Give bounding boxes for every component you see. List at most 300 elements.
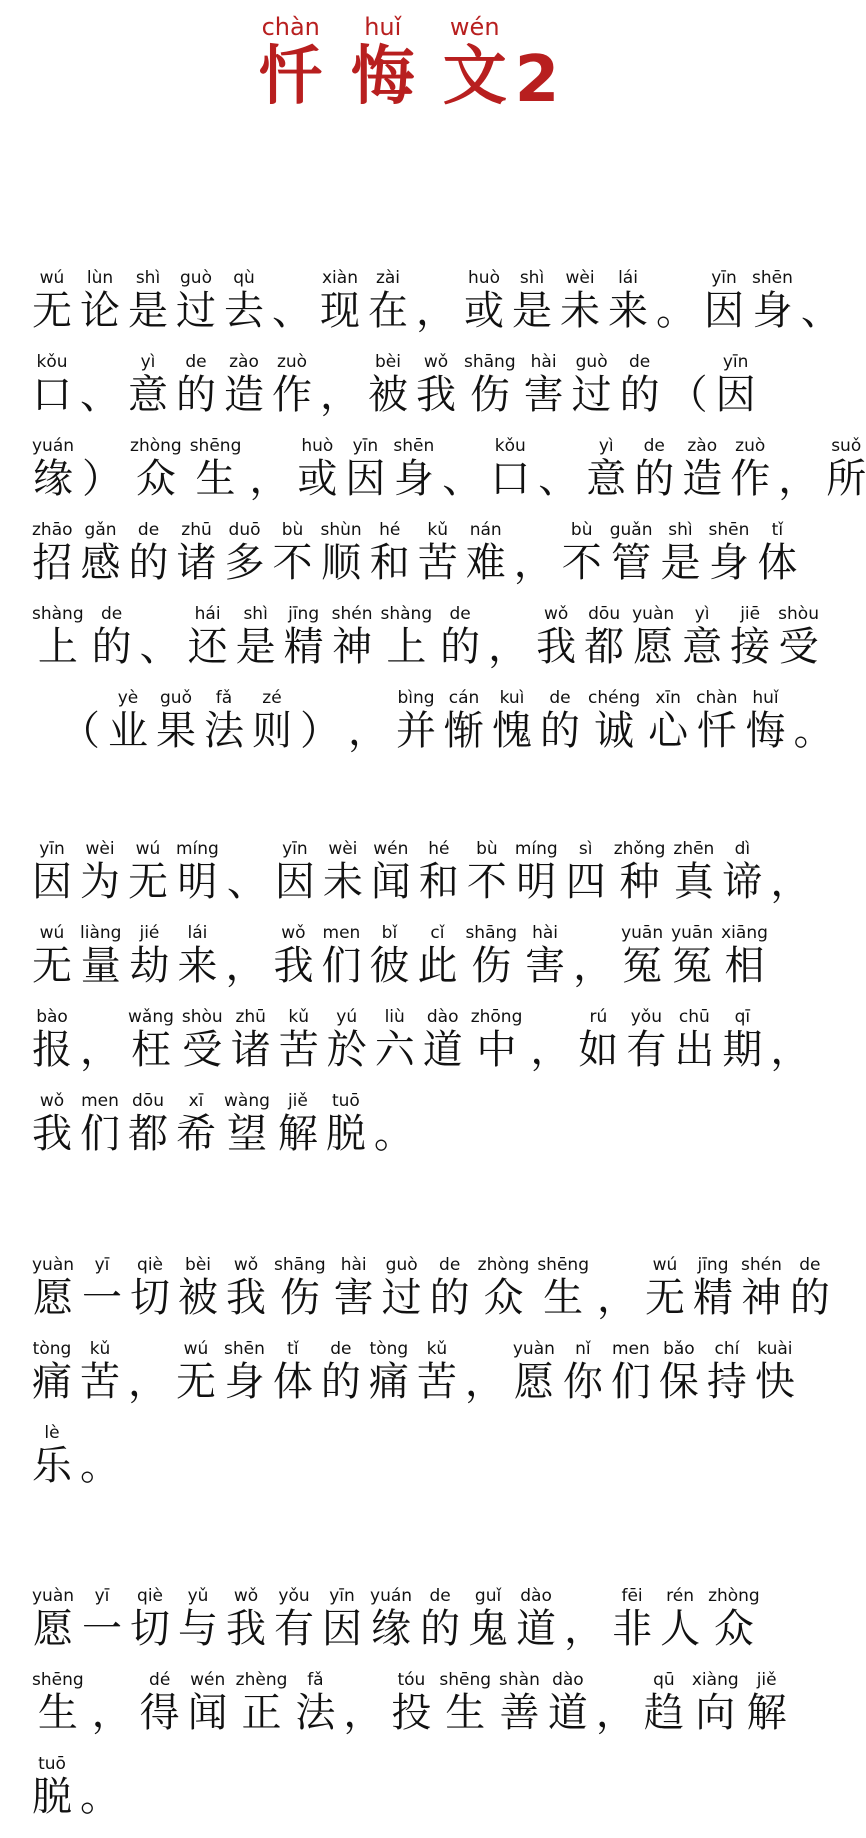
hanzi: 彼	[369, 943, 410, 989]
ruby-char	[32, 522, 73, 585]
punctuation: ，	[530, 1027, 571, 1073]
ruby-char	[778, 606, 819, 669]
title-number: 2	[514, 43, 560, 117]
pinyin: yīn	[704, 268, 744, 288]
hanzi: 害	[525, 943, 566, 989]
page-title	[0, 13, 800, 117]
pinyin: yuān	[621, 923, 664, 943]
ruby-char	[471, 1009, 523, 1072]
hanzi: 无	[644, 1275, 685, 1321]
ruby-char	[515, 841, 558, 904]
pinyin: wú	[32, 923, 72, 943]
hanzi: 愿	[512, 1359, 555, 1405]
punctuation: 、	[538, 456, 579, 502]
pinyin: yī	[82, 1255, 123, 1275]
hanzi: 在	[368, 288, 408, 334]
hanzi: 脱	[32, 1774, 72, 1820]
hanzi: 感	[80, 540, 121, 586]
title-pinyin: wén	[442, 13, 507, 41]
pinyin: guǎn	[609, 520, 653, 540]
hanzi: 劫	[129, 943, 170, 989]
ruby-char	[273, 925, 313, 988]
ruby-char	[730, 438, 770, 501]
hanzi: 持	[706, 1359, 747, 1405]
pinyin: wú	[176, 1339, 216, 1359]
pinyin: tòng	[32, 1339, 72, 1359]
punctuation: ，	[128, 1359, 168, 1405]
hanzi: 都	[584, 624, 625, 670]
hanzi: 害	[523, 372, 564, 418]
ruby-char	[682, 438, 722, 501]
pinyin: huǐ	[745, 688, 786, 708]
ruby-char	[370, 1588, 412, 1651]
paragraph-2	[32, 820, 811, 1157]
pinyin: xī	[176, 1091, 216, 1111]
ruby-char	[721, 925, 768, 988]
hanzi: 则	[252, 708, 292, 754]
pinyin: duō	[224, 520, 265, 540]
ruby-char	[322, 1588, 362, 1651]
pinyin: zhòng	[708, 1586, 760, 1606]
ruby-char	[578, 1009, 618, 1072]
ruby-char	[707, 1341, 747, 1404]
punctuation: ，	[348, 708, 388, 754]
pinyin: men	[321, 923, 362, 943]
ruby-char	[396, 690, 436, 753]
hanzi: 鬼	[468, 1606, 509, 1652]
hanzi: 道	[547, 1690, 588, 1736]
pinyin: yǔ	[178, 1586, 219, 1606]
hanzi: 切	[130, 1275, 171, 1321]
pinyin: shāng	[274, 1255, 326, 1275]
hanzi: 过	[571, 372, 612, 418]
hanzi: 惭	[444, 708, 484, 754]
hanzi: 伤	[465, 943, 518, 989]
punctuation: 。	[80, 1774, 120, 1820]
pinyin: de	[789, 1255, 830, 1275]
pinyin: shēn	[224, 1339, 265, 1359]
title-pinyin: chàn	[258, 13, 323, 41]
punctuation: ，	[80, 1027, 120, 1073]
punctuation: ，	[595, 1690, 636, 1736]
ruby-char	[634, 438, 674, 501]
hanzi: 生	[537, 1275, 589, 1321]
punctuation: ，	[488, 624, 529, 670]
ruby-char	[790, 1257, 830, 1320]
hanzi: 心	[648, 708, 689, 754]
ruby-char	[611, 1341, 651, 1404]
pinyin: zuò	[272, 352, 312, 372]
pinyin: guǐ	[468, 1586, 509, 1606]
hanzi: 作	[730, 456, 771, 502]
hanzi: 都	[128, 1111, 168, 1157]
punctuation: ，	[464, 1359, 505, 1405]
pinyin: yì	[682, 604, 723, 624]
pinyin: shì	[660, 520, 701, 540]
pinyin: tuō	[325, 1091, 366, 1111]
ruby-char	[369, 925, 409, 988]
pinyin: shì	[128, 268, 168, 288]
ruby-char	[716, 354, 756, 417]
pinyin: shòu	[181, 1007, 223, 1027]
ruby-char	[730, 606, 770, 669]
ruby-char	[279, 1009, 319, 1072]
text-line	[32, 904, 772, 988]
punctuation: ，	[249, 456, 290, 502]
ruby-char	[226, 1588, 266, 1651]
pinyin: tòng	[368, 1339, 409, 1359]
hanzi: 的	[440, 624, 481, 670]
ruby-char	[326, 1093, 366, 1156]
hanzi: 的	[619, 372, 660, 418]
pinyin: yǒu	[626, 1007, 667, 1027]
hanzi: 忏	[696, 708, 738, 754]
pinyin: wén	[370, 839, 411, 859]
hanzi: 缘	[32, 456, 75, 502]
hanzi: 愧	[492, 708, 532, 754]
ruby-char	[345, 438, 385, 501]
hanzi: 谛	[722, 859, 763, 905]
pinyin: men	[610, 1339, 651, 1359]
ruby-char	[278, 1093, 318, 1156]
ruby-char	[722, 1009, 762, 1072]
pinyin: dōu	[584, 604, 625, 624]
text-line	[32, 1404, 772, 1488]
ruby-char	[524, 354, 564, 417]
ruby-char	[757, 522, 797, 585]
hanzi: 无	[32, 943, 72, 989]
ruby-char	[536, 606, 576, 669]
hanzi: 因	[32, 859, 72, 905]
punctuation: ，	[225, 943, 266, 989]
hanzi: 非	[612, 1606, 653, 1652]
text-line	[32, 1567, 772, 1651]
hanzi: 得	[139, 1690, 180, 1736]
hanzi: 人	[660, 1606, 701, 1652]
pinyin: zài	[368, 268, 408, 288]
hanzi: 难	[465, 540, 506, 586]
hanzi: 的	[540, 708, 580, 754]
hanzi: 我	[226, 1275, 267, 1321]
ruby-char	[224, 354, 264, 417]
ruby-char	[588, 690, 640, 753]
hanzi: 为	[80, 859, 120, 905]
title-block	[0, 13, 800, 117]
ruby-char	[369, 1341, 409, 1404]
pinyin: hé	[418, 839, 459, 859]
hanzi: 愿	[32, 1275, 75, 1321]
pinyin: chí	[706, 1339, 747, 1359]
ruby-char	[32, 1672, 84, 1735]
pinyin: shāng	[464, 352, 516, 372]
pinyin: gǎn	[80, 520, 121, 540]
pinyin: liù	[374, 1007, 415, 1027]
pinyin: dào	[516, 1586, 557, 1606]
hanzi: 未	[322, 859, 363, 905]
pinyin: de	[619, 352, 660, 372]
hanzi: 精	[283, 624, 324, 670]
hanzi: 过	[176, 288, 216, 334]
ruby-char	[92, 606, 132, 669]
pinyin: zào	[224, 352, 264, 372]
pinyin: fēi	[612, 1586, 653, 1606]
pinyin: chū	[674, 1007, 715, 1027]
text-line	[32, 1735, 772, 1819]
hanzi: 是	[128, 288, 168, 334]
ruby-char	[224, 1093, 270, 1156]
ruby-char	[140, 1672, 180, 1735]
pinyin: wú	[128, 839, 168, 859]
ruby-char	[540, 690, 580, 753]
ruby-char	[130, 1588, 170, 1651]
pinyin: sì	[565, 839, 606, 859]
ruby-char	[323, 841, 363, 904]
pinyin: shàn	[499, 1670, 540, 1690]
ruby-char	[693, 1257, 733, 1320]
pinyin: wèi	[322, 839, 363, 859]
paragraph-4	[32, 1567, 787, 1820]
hanzi: 来	[177, 943, 218, 989]
ruby-char	[128, 841, 168, 904]
ruby-char	[382, 1257, 422, 1320]
hanzi: 报	[32, 1027, 72, 1073]
hanzi: 顺	[320, 540, 362, 586]
hanzi: 害	[333, 1275, 374, 1321]
punctuation: 。	[793, 708, 834, 754]
hanzi: 们	[610, 1359, 651, 1405]
text-line	[32, 669, 834, 754]
pinyin: bìng	[396, 688, 436, 708]
pinyin: zé	[252, 688, 292, 708]
ruby-char	[272, 354, 312, 417]
pinyin: de	[176, 352, 216, 372]
hanzi: 你	[562, 1359, 603, 1405]
title-pinyin: huǐ	[350, 13, 415, 41]
ruby-char	[204, 690, 244, 753]
pinyin: zuò	[730, 436, 771, 456]
ruby-char	[327, 1009, 367, 1072]
pinyin: bù	[466, 839, 507, 859]
pinyin: jīng	[283, 604, 324, 624]
hanzi: 希	[176, 1111, 216, 1157]
ruby-char	[645, 1257, 685, 1320]
hanzi: 们	[80, 1111, 120, 1157]
pinyin: wǒ	[416, 352, 456, 372]
pinyin: tǐ	[272, 1339, 313, 1359]
hanzi: 和	[418, 859, 459, 905]
hanzi: 口	[32, 372, 72, 418]
hanzi: 痛	[368, 1359, 409, 1405]
ruby-char	[620, 354, 660, 417]
hanzi: 冤	[621, 943, 664, 989]
pinyin: shùn	[320, 520, 362, 540]
hanzi: 不	[272, 540, 313, 586]
ruby-char	[537, 1257, 589, 1320]
hanzi: 一	[82, 1606, 123, 1652]
ruby-char	[284, 606, 324, 669]
punctuation: ，	[91, 1690, 132, 1736]
pinyin: jié	[129, 923, 170, 943]
ruby-char	[708, 1588, 760, 1651]
punctuation: ，	[343, 1690, 384, 1736]
pinyin: tǐ	[757, 520, 798, 540]
punctuation: ，	[770, 859, 811, 905]
hanzi: 意	[682, 624, 723, 670]
hanzi: 缘	[370, 1606, 413, 1652]
punctuation: （	[60, 708, 100, 754]
ruby-char	[752, 270, 793, 333]
hanzi: 正	[235, 1690, 288, 1736]
pinyin: lè	[32, 1423, 72, 1443]
hanzi: 善	[499, 1690, 540, 1736]
ruby-char	[80, 270, 120, 333]
pinyin: shēng	[537, 1255, 589, 1275]
ruby-char	[224, 1341, 265, 1404]
ruby-char	[188, 606, 228, 669]
hanzi: 的	[128, 540, 169, 586]
hanzi: 所	[826, 456, 866, 502]
hanzi: 解	[746, 1690, 787, 1736]
ruby-char	[320, 270, 360, 333]
text-line	[32, 988, 811, 1073]
ruby-char	[584, 606, 624, 669]
ruby-char	[252, 690, 292, 753]
ruby-char	[660, 1588, 700, 1651]
ruby-char	[464, 354, 516, 417]
ruby-char	[464, 270, 504, 333]
ruby-char	[225, 522, 265, 585]
pinyin: hài	[333, 1255, 374, 1275]
pinyin: jiě	[277, 1091, 318, 1111]
pinyin: tóu	[391, 1670, 432, 1690]
ruby-char	[516, 1588, 556, 1651]
hanzi: 伤	[274, 1275, 326, 1321]
ruby-char	[368, 270, 408, 333]
hanzi: 无	[128, 859, 168, 905]
hanzi: 解	[277, 1111, 318, 1157]
ruby-char	[708, 522, 749, 585]
hanzi: 六	[374, 1027, 415, 1073]
ruby-char	[236, 606, 276, 669]
pinyin: shòu	[778, 604, 819, 624]
pinyin: wǒ	[226, 1255, 267, 1275]
pinyin: yì	[586, 436, 627, 456]
ruby-char	[444, 690, 484, 753]
punctuation: ，	[770, 1027, 811, 1073]
pinyin: hái	[187, 604, 228, 624]
hanzi: 论	[80, 288, 120, 334]
ruby-char	[226, 1257, 266, 1320]
pinyin: míng	[514, 839, 558, 859]
pinyin: qiè	[130, 1586, 171, 1606]
pinyin: zhòng	[477, 1255, 530, 1275]
hanzi: 愿	[632, 624, 675, 670]
ruby-char	[674, 1009, 714, 1072]
hanzi: 苦	[417, 540, 458, 586]
ruby-char	[295, 1672, 335, 1735]
ruby-char	[32, 1341, 72, 1404]
pinyin: bèi	[178, 1255, 219, 1275]
pinyin: de	[429, 1255, 470, 1275]
punctuation: 、	[139, 624, 180, 670]
pinyin: lùn	[80, 268, 120, 288]
pinyin: zào	[682, 436, 723, 456]
ruby-char	[416, 354, 456, 417]
hanzi: 真	[673, 859, 715, 905]
pinyin: qī	[722, 1007, 763, 1027]
hanzi: 无	[32, 288, 72, 334]
hanzi: 的	[176, 372, 216, 418]
pinyin: dì	[722, 839, 763, 859]
hanzi: 乐	[32, 1443, 72, 1489]
hanzi: 因	[345, 456, 386, 502]
ruby-char	[32, 1093, 72, 1156]
pinyin: wǒ	[273, 923, 314, 943]
punctuation: ，	[416, 288, 456, 334]
hanzi: 道	[422, 1027, 463, 1073]
pinyin: wén	[187, 1670, 228, 1690]
ruby-char	[466, 522, 506, 585]
pinyin: bù	[272, 520, 313, 540]
hanzi: 出	[674, 1027, 715, 1073]
text-line	[32, 1072, 772, 1156]
ruby-char	[80, 1341, 120, 1404]
pinyin: huò	[464, 268, 504, 288]
pinyin: suǒ	[826, 436, 866, 456]
pinyin: qù	[224, 268, 264, 288]
ruby-char	[513, 1341, 555, 1404]
hanzi: 身	[224, 1359, 265, 1405]
ruby-char	[417, 1341, 457, 1404]
hanzi: 愿	[32, 1606, 75, 1652]
hanzi: 身	[752, 288, 793, 334]
ruby-char	[439, 1672, 491, 1735]
ruby-char	[274, 1588, 314, 1651]
hanzi: 苦	[416, 1359, 457, 1405]
hanzi: 相	[721, 943, 768, 989]
pinyin: guǒ	[156, 688, 196, 708]
hanzi: 诸	[176, 540, 217, 586]
hanzi: 闻	[370, 859, 411, 905]
hanzi: 切	[130, 1606, 171, 1652]
pinyin: shēng	[189, 436, 242, 456]
ruby-char	[32, 438, 74, 501]
hanzi: 我	[226, 1606, 267, 1652]
hanzi: 悔	[745, 708, 786, 754]
pinyin: de	[320, 1339, 361, 1359]
pinyin: yuān	[671, 923, 714, 943]
pinyin: wèi	[560, 268, 600, 288]
ruby-char	[673, 841, 714, 904]
hanzi: 苦	[80, 1359, 120, 1405]
ruby-char	[548, 1672, 588, 1735]
ruby-char	[418, 522, 458, 585]
pinyin: rú	[578, 1007, 619, 1027]
ruby-char	[490, 438, 530, 501]
ruby-char	[417, 925, 457, 988]
hanzi: 闻	[187, 1690, 228, 1736]
pinyin: zhèng	[235, 1670, 288, 1690]
pinyin: yīn	[345, 436, 386, 456]
ruby-char	[176, 270, 216, 333]
hanzi: 体	[757, 540, 798, 586]
ruby-char	[321, 522, 362, 585]
hanzi: 还	[187, 624, 228, 670]
pinyin: chéng	[588, 688, 641, 708]
hanzi: 因	[715, 372, 756, 418]
hanzi: 果	[156, 708, 196, 754]
pinyin: kǔ	[278, 1007, 319, 1027]
